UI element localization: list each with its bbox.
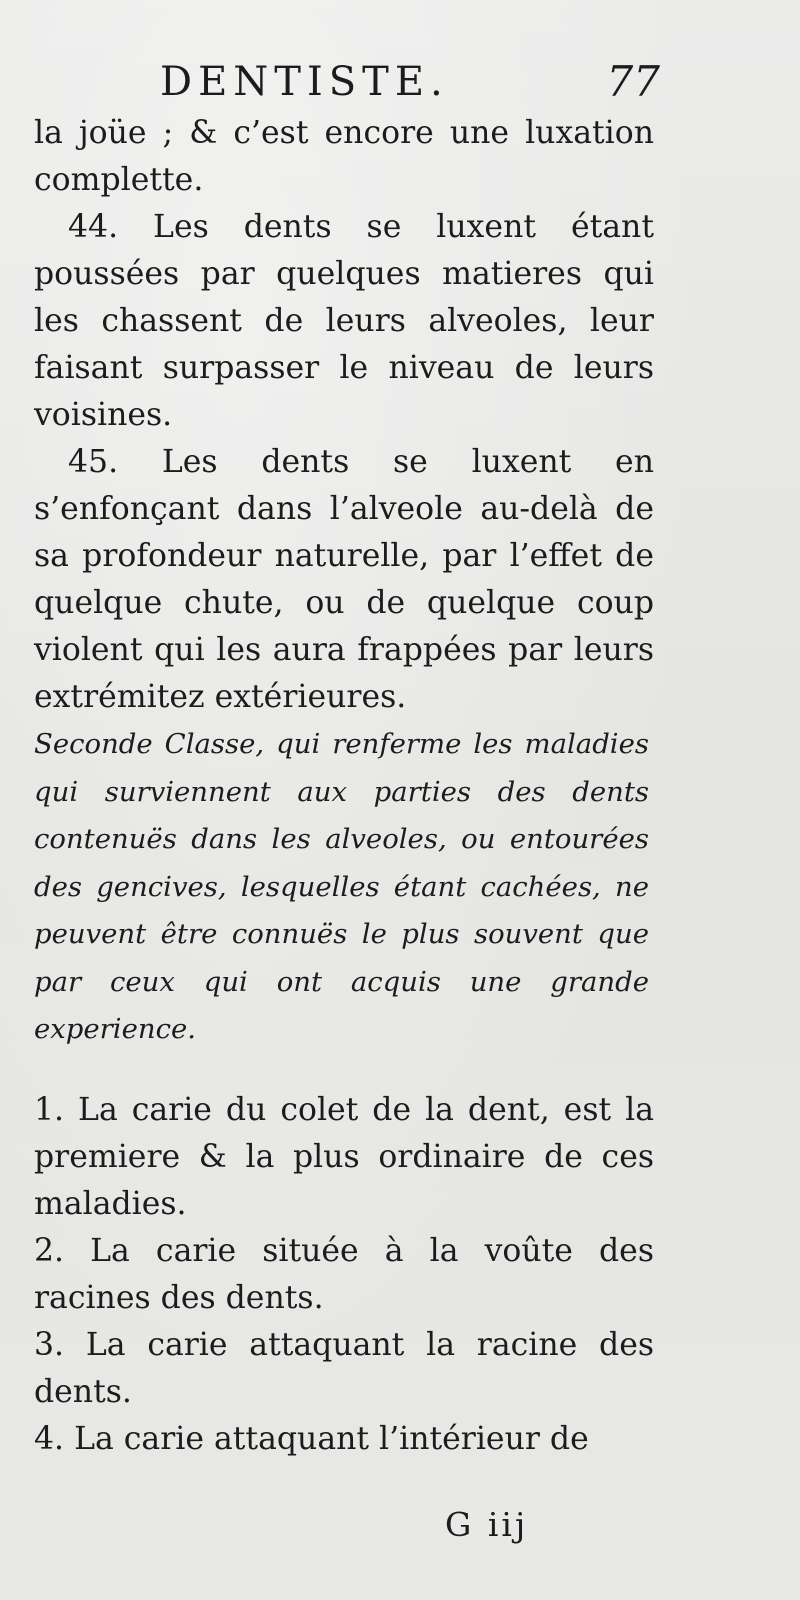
paragraph-44: 44. Les dents se luxent étant poussées par quelques matieres qui les chassent de leurs alveoles, leur faisant surpasser le niveau de leurs voisines. bbox=[34, 209, 654, 433]
section-title-seconde-classe: Seconde Classe, qui renferme les maladies qui surviennent aux parties des dents contenuës dans les alveoles, ou entourées des gencives, lesquelles étant cachées, ne peuvent être connuës le plus souvent que par ceux qui ont acquis une grande experience. bbox=[34, 728, 649, 1045]
paragraph-continuation: la joüe ; & c’est encore une luxation complette. bbox=[34, 115, 654, 198]
main-text bbox=[34, 110, 654, 1463]
list-item-2: 2. La carie située à la voûte des racines des dents. bbox=[34, 1232, 654, 1316]
list-item-4: 4. La carie attaquant l’intérieur de bbox=[34, 1420, 589, 1457]
signature-mark: G iij bbox=[445, 1505, 529, 1544]
running-head: DENTISTE. bbox=[160, 59, 449, 105]
list-item-3: 3. La carie attaquant la racine des dents. bbox=[34, 1326, 654, 1410]
paragraph-45: 45. Les dents se luxent en s’enfonçant dans l’alveole au-delà de sa profondeur naturelle, par l’effet de quelque chute, ou de quelque coup violent qui les aura frappées par leurs extrémitez extérieures. bbox=[34, 444, 654, 715]
page-header bbox=[160, 58, 660, 106]
list-item-1: 1. La carie du colet de la dent, est la premiere & la plus ordinaire de ces maladies. bbox=[34, 1091, 654, 1222]
page-number: 77 bbox=[606, 57, 660, 106]
